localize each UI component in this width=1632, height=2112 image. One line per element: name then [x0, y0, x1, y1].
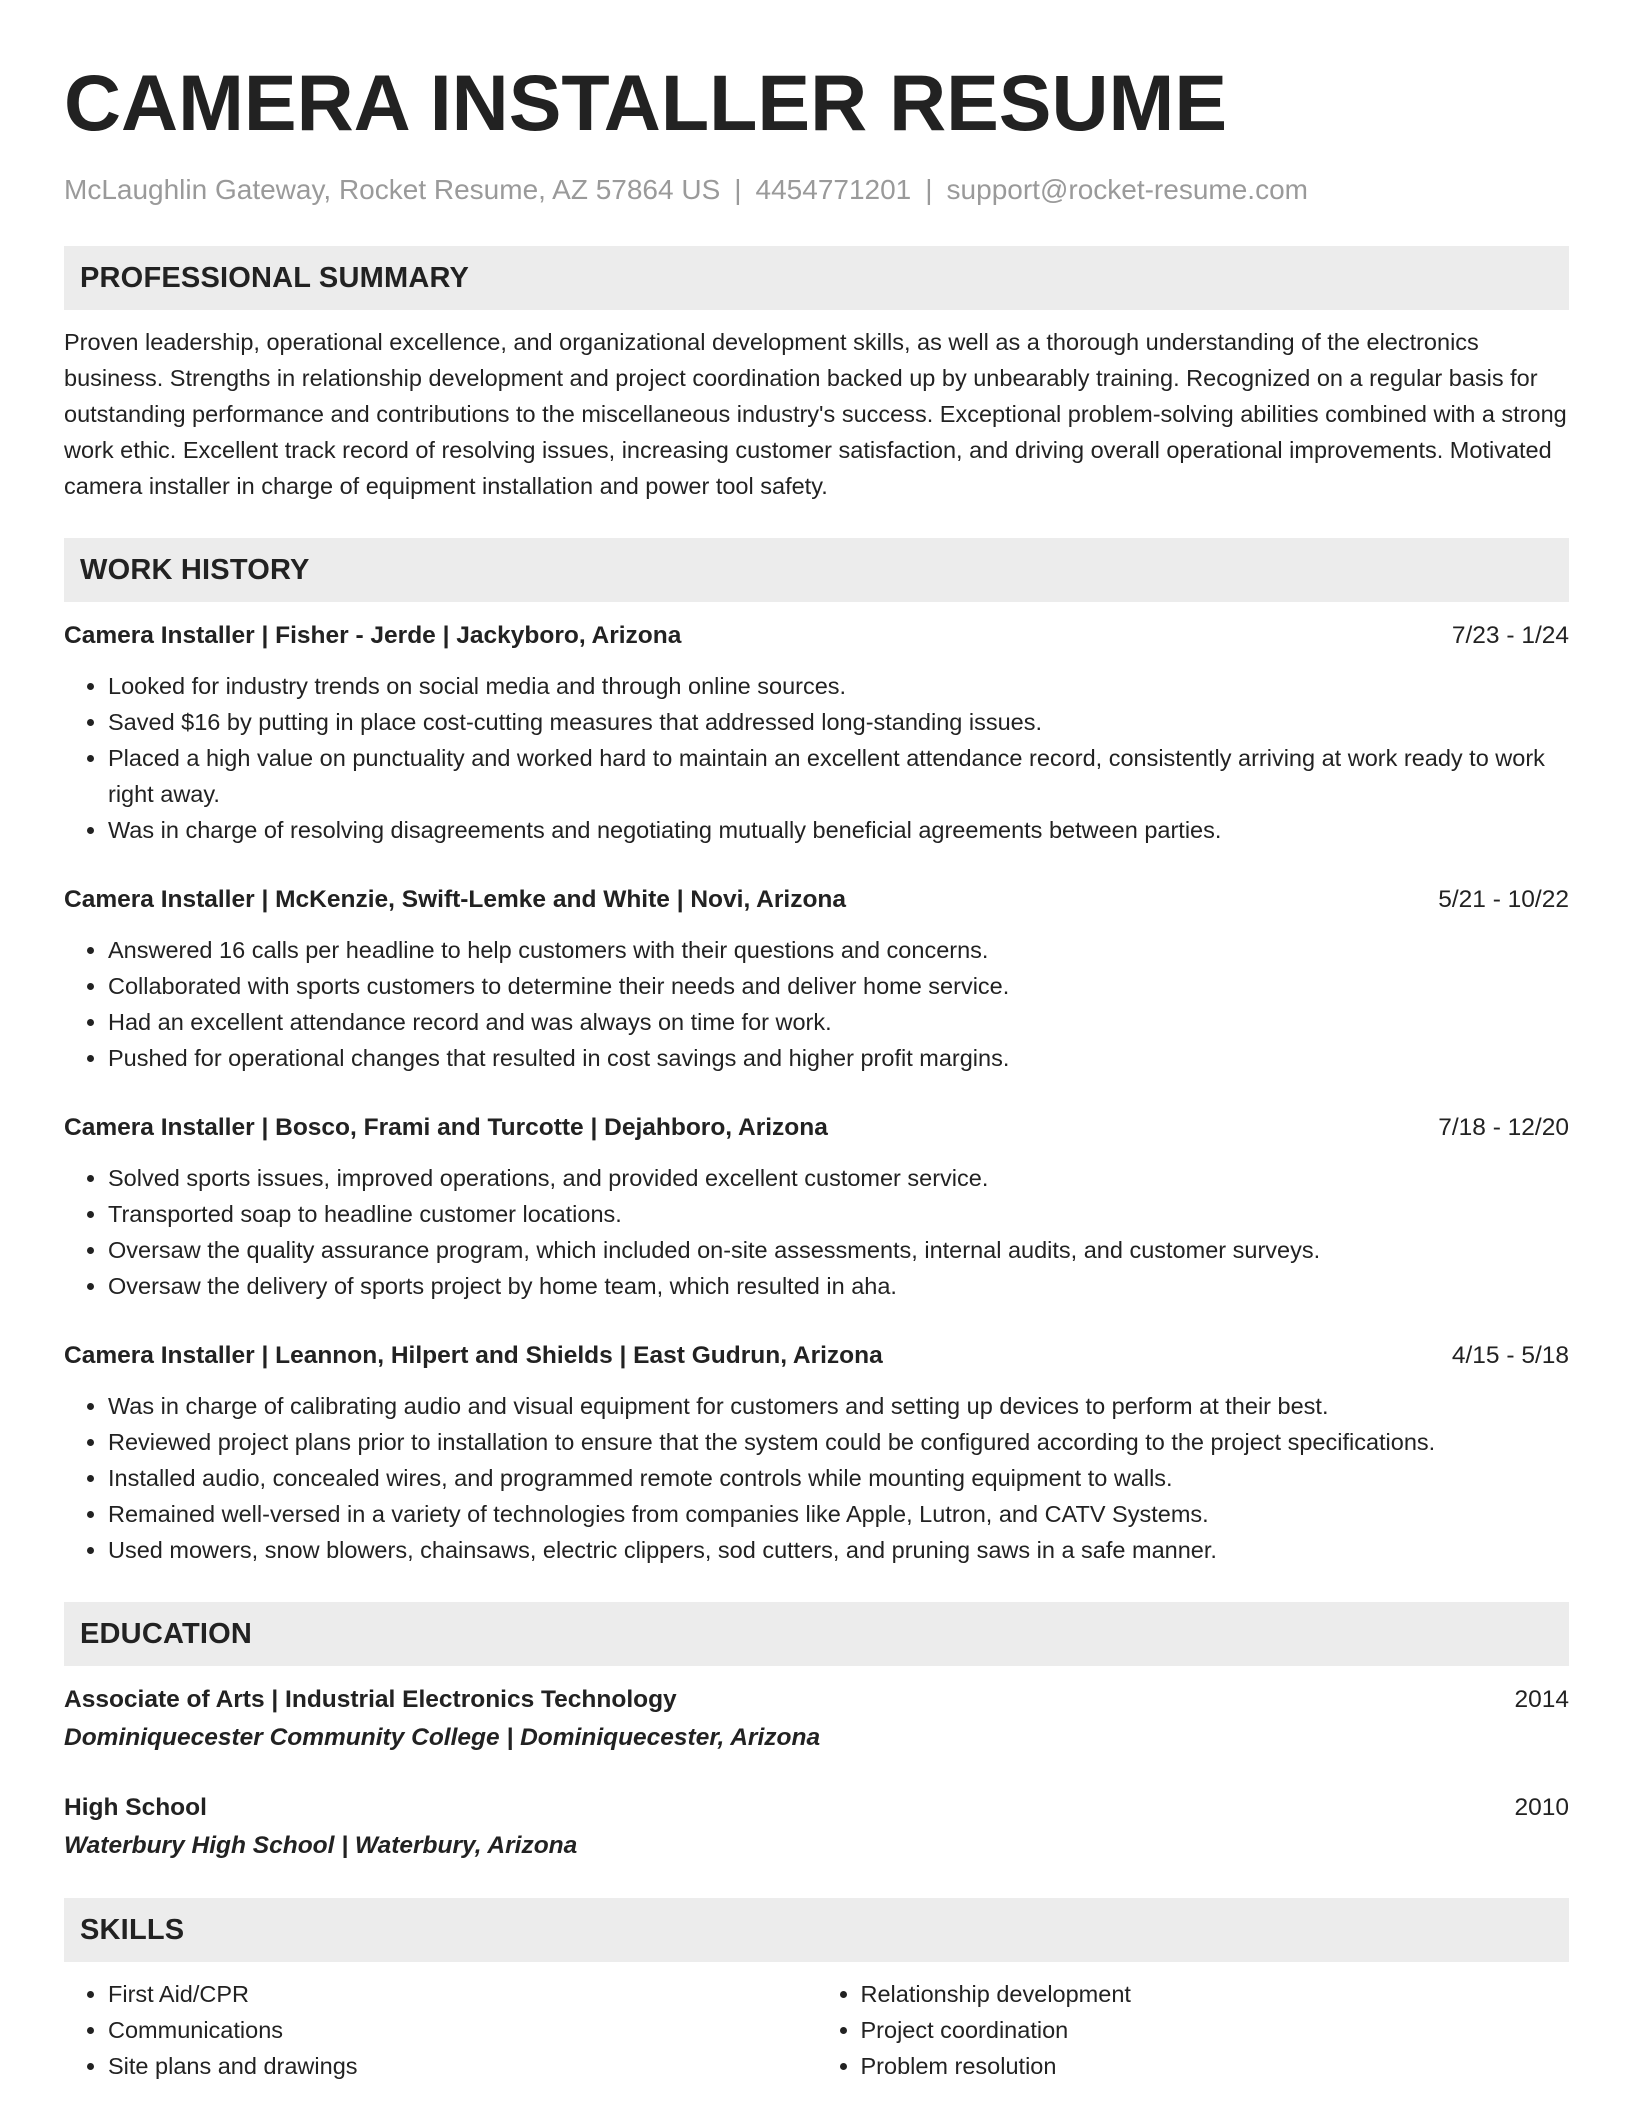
- job-bullets: [64, 932, 1569, 1076]
- contact-phone: 4454771201: [755, 174, 912, 205]
- skills-right-list: [817, 1976, 1570, 2084]
- skill-item: • Site plans and drawings: [108, 2048, 817, 2084]
- education-entry: [64, 1790, 1569, 1864]
- education-header: [64, 1682, 1569, 1718]
- job-dates: 4/15 - 5/18: [1451, 1342, 1569, 1369]
- contact-separator: |: [925, 174, 933, 205]
- job-header: [64, 1110, 1569, 1146]
- job-entry: [64, 618, 1569, 848]
- job-header: [64, 1338, 1569, 1374]
- contact-address: McLaughlin Gateway, Rocket Resume, AZ 57864 US: [64, 174, 721, 205]
- job-bullet: • Remained well-versed in a variety of technologies from companies like Apple, Lutron, and CATV Systems.: [108, 1496, 1569, 1532]
- contact-separator: |: [734, 174, 742, 205]
- education-school: Waterbury High School | Waterbury, Arizona: [64, 1832, 578, 1859]
- skills-section: [64, 1898, 1569, 2084]
- job-title: Camera Installer | Leannon, Hilpert and Shields | East Gudrun, Arizona: [64, 1342, 883, 1369]
- job-bullet: • Oversaw the delivery of sports project by home team, which resulted in aha.: [108, 1268, 1569, 1304]
- job-bullet: • Placed a high value on punctuality and worked hard to maintain an excellent attendance record, consistently arriving at work ready to work right away.: [108, 740, 1569, 812]
- job-bullet: • Had an excellent attendance record and was always on time for work.: [108, 1004, 1569, 1040]
- job-title: Camera Installer | McKenzie, Swift-Lemke and White | Novi, Arizona: [64, 886, 847, 913]
- job-dates: 7/23 - 1/24: [1451, 622, 1569, 649]
- job-bullet: • Was in charge of resolving disagreements and negotiating mutually beneficial agreements between parties.: [108, 812, 1569, 848]
- job-bullet: • Transported soap to headline customer locations.: [108, 1196, 1569, 1232]
- education-year: 2014: [1514, 1686, 1569, 1713]
- job-bullet: • Answered 16 calls per headline to help customers with their questions and concerns.: [108, 932, 1569, 968]
- job-bullets: [64, 1160, 1569, 1304]
- work-heading: WORK HISTORY: [64, 538, 1569, 602]
- job-bullet: • Saved $16 by putting in place cost-cutting measures that addressed long-standing issues.: [108, 704, 1569, 740]
- contact-email: support@rocket-resume.com: [946, 174, 1308, 205]
- summary-heading: PROFESSIONAL SUMMARY: [64, 246, 1569, 310]
- job-entry: [64, 1110, 1569, 1304]
- job-bullet: • Solved sports issues, improved operations, and provided excellent customer service.: [108, 1160, 1569, 1196]
- summary-text: Proven leadership, operational excellence, and organizational development skills, as well as a thorough understanding of the electronics business. Strengths in relationship development and project coordination backed up by unbearably training. Recognized on a regular basis for outstanding performance and contributions to the miscellaneous industry's success. Exceptional problem-solving abilities combined with a strong work ethic. Excellent track record of resolving issues, increasing customer satisfaction, and driving overall operational improvements. Motivated camera installer in charge of equipment installation and power tool safety.: [64, 329, 1567, 499]
- education-year: 2010: [1514, 1794, 1569, 1821]
- education-entry: [64, 1682, 1569, 1756]
- job-bullet: • Was in charge of calibrating audio and visual equipment for customers and setting up devices to perform at their best.: [108, 1388, 1569, 1424]
- education-section: [64, 1602, 1569, 1864]
- job-bullet: • Looked for industry trends on social media and through online sources.: [108, 668, 1569, 704]
- work-section: [64, 538, 1569, 1568]
- skills-columns: [64, 1976, 1569, 2084]
- skill-item: • Project coordination: [861, 2012, 1570, 2048]
- job-header: [64, 618, 1569, 654]
- education-header: [64, 1790, 1569, 1826]
- education-degree: Associate of Arts | Industrial Electronics Technology: [64, 1686, 677, 1713]
- job-dates: 7/18 - 12/20: [1438, 1114, 1569, 1141]
- job-bullet: • Oversaw the quality assurance program, which included on-site assessments, internal audits, and customer surveys.: [108, 1232, 1569, 1268]
- skills-left-list: [64, 1976, 817, 2084]
- education-school: Dominiquecester Community College | Dominiquecester, Arizona: [64, 1724, 821, 1751]
- job-bullet: • Installed audio, concealed wires, and programmed remote controls while mounting equipment to walls.: [108, 1460, 1569, 1496]
- job-dates: 5/21 - 10/22: [1438, 886, 1569, 913]
- education-heading: EDUCATION: [64, 1602, 1569, 1666]
- job-bullets: [64, 668, 1569, 848]
- skills-heading: SKILLS: [64, 1898, 1569, 1962]
- skill-item: • Communications: [108, 2012, 817, 2048]
- job-bullet: • Pushed for operational changes that resulted in cost savings and higher profit margins.: [108, 1040, 1569, 1076]
- contact-line: [64, 172, 1569, 208]
- job-bullet: • Collaborated with sports customers to determine their needs and deliver home service.: [108, 968, 1569, 1004]
- skill-item: • Problem resolution: [861, 2048, 1570, 2084]
- job-title: Camera Installer | Fisher - Jerde | Jackyboro, Arizona: [64, 622, 682, 649]
- job-title: Camera Installer | Bosco, Frami and Turcotte | Dejahboro, Arizona: [64, 1114, 828, 1141]
- job-bullet: • Used mowers, snow blowers, chainsaws, electric clippers, sod cutters, and pruning saws in a safe manner.: [108, 1532, 1569, 1568]
- skill-item: • First Aid/CPR: [108, 1976, 817, 2012]
- job-bullets: [64, 1388, 1569, 1568]
- education-degree: High School: [64, 1794, 207, 1821]
- job-bullet: • Reviewed project plans prior to installation to ensure that the system could be configured according to the project specifications.: [108, 1424, 1569, 1460]
- job-entry: [64, 1338, 1569, 1568]
- resume-title: CAMERA INSTALLER RESUME: [64, 58, 1228, 147]
- summary-section: [64, 246, 1569, 504]
- skill-item: • Relationship development: [861, 1976, 1570, 2012]
- job-entry: [64, 882, 1569, 1076]
- job-header: [64, 882, 1569, 918]
